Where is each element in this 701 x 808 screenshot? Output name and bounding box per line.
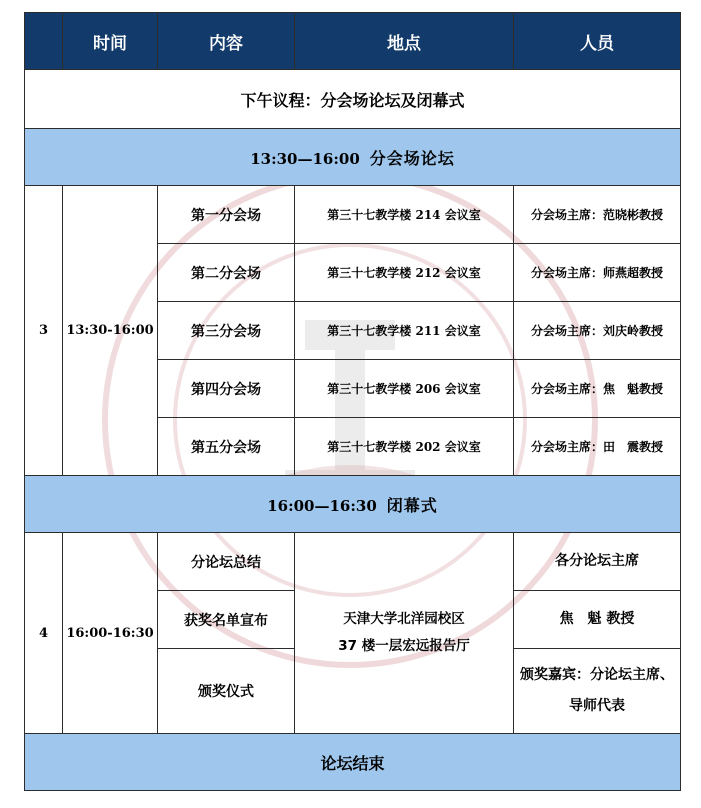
session-chair: 分会场主席：焦 魁教授 — [514, 360, 681, 418]
header-time: 时间 — [63, 13, 158, 70]
session-name: 第二分会场 — [158, 244, 295, 302]
session-chair: 分会场主席：范晓彬教授 — [514, 186, 681, 244]
header-blank — [25, 13, 63, 70]
header-location: 地点 — [295, 13, 514, 70]
closing-band — [25, 476, 681, 533]
table-row — [25, 533, 681, 591]
session-name: 第五分会场 — [158, 418, 295, 476]
closing-item: 分论坛总结 — [158, 533, 295, 591]
session-chair: 分会场主席：师燕超教授 — [514, 244, 681, 302]
session-room: 第三十七教学楼 214 会议室 — [295, 186, 514, 244]
session-room: 第三十七教学楼 206 会议室 — [295, 360, 514, 418]
session-chair: 分会场主席：田 震教授 — [514, 418, 681, 476]
afternoon-title: 下午议程：分会场论坛及闭幕式 — [25, 70, 681, 129]
closing-label: 闭幕式 — [386, 495, 438, 515]
row-time: 13:30-16:00 — [63, 186, 158, 476]
forum-end: 论坛结束 — [25, 734, 681, 791]
row-time: 16:00-16:30 — [63, 533, 158, 734]
header-people: 人员 — [514, 13, 681, 70]
header-row — [25, 13, 681, 70]
closing-person: 焦 魁 教授 — [514, 591, 681, 649]
session-room: 第三十七教学楼 202 会议室 — [295, 418, 514, 476]
sub-forum-time-range: 13:30—16:00 — [250, 149, 360, 168]
session-chair: 分会场主席：刘庆岭教授 — [514, 302, 681, 360]
closing-item: 颁奖仪式 — [158, 649, 295, 734]
session-name: 第一分会场 — [158, 186, 295, 244]
venue-line-1: 天津大学北洋园校区 — [343, 611, 465, 627]
closing-person: 颁奖嘉宾：分论坛主席、导师代表 — [514, 649, 681, 734]
sub-forum-label: 分会场论坛 — [369, 148, 455, 168]
session-room: 第三十七教学楼 212 会议室 — [295, 244, 514, 302]
closing-time-range: 16:00—16:30 — [267, 496, 377, 515]
header-content: 内容 — [158, 13, 295, 70]
closing-person: 各分论坛主席 — [514, 533, 681, 591]
closing-venue — [295, 533, 514, 734]
session-name: 第四分会场 — [158, 360, 295, 418]
session-name: 第三分会场 — [158, 302, 295, 360]
table-row — [25, 186, 681, 244]
session-room: 第三十七教学楼 211 会议室 — [295, 302, 514, 360]
row-number: 4 — [25, 533, 63, 734]
schedule-table — [24, 12, 681, 791]
closing-item: 获奖名单宣布 — [158, 591, 295, 649]
row-number: 3 — [25, 186, 63, 476]
sub-forum-band — [25, 129, 681, 186]
venue-line-2: 37 楼一层宏远报告厅 — [338, 638, 470, 654]
